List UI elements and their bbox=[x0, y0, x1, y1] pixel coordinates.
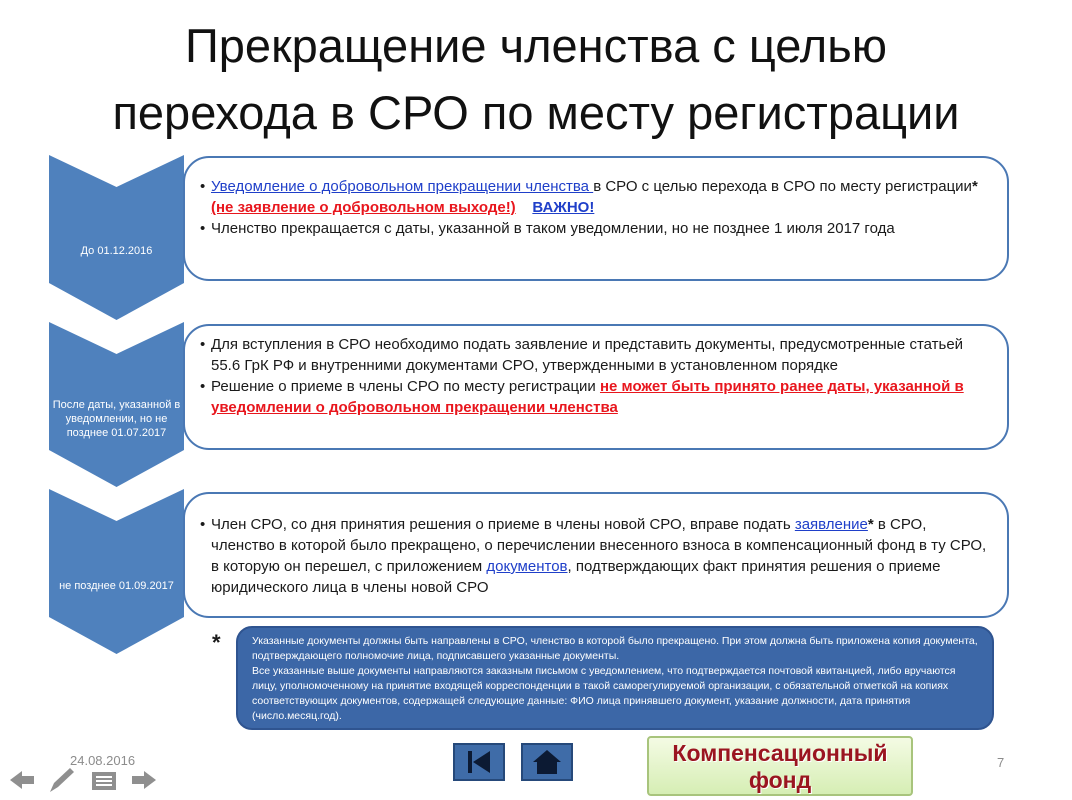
footnote-star: * bbox=[867, 516, 874, 533]
home-button[interactable] bbox=[521, 743, 573, 781]
step-1-chevron bbox=[49, 155, 184, 320]
application-link[interactable]: заявление bbox=[794, 516, 868, 533]
arrow-left-icon[interactable] bbox=[8, 768, 36, 792]
step-1-bullet-1-text: в СРО с целью перехода в СРО по месту регистрации bbox=[593, 178, 972, 195]
step-3-chevron bbox=[49, 489, 184, 654]
step-1-bullet-2: • Членство прекращается с даты, указанной в таком уведомлении, но не позднее 1 июля 2017 года bbox=[197, 218, 991, 239]
slideshow-toolbar bbox=[8, 764, 168, 796]
step-2-bullet-1: • Для вступления в СРО необходимо подать заявление и представить документы, предусмотренные статьей 55.6 ГрК РФ и внутренними документами СРО, утвержденными в установленном порядке bbox=[197, 334, 991, 376]
menu-icon[interactable] bbox=[90, 770, 118, 792]
page-number: 7 bbox=[997, 755, 1005, 770]
pen-icon[interactable] bbox=[46, 766, 76, 794]
warning-text: (не заявление о добровольном выходе!) bbox=[211, 199, 516, 216]
arrow-right-icon[interactable] bbox=[130, 768, 158, 792]
step-2-box bbox=[183, 324, 1009, 450]
title-line-2: перехода в СРО по месту регистрации bbox=[112, 86, 960, 139]
footnote-paragraph-2: Все указанные выше документы направляются заказным письмом с уведомлением, что подтверждается почтовой квитанцией, либо вручаются лицу, уполномоченному на принятие входящей корреспонденции в такой саморегулируемой организации, с обязательной отметкой на копиях соответствующих документов, содержащей следующие данные: ФИО лица принявшего документ, указание должности, дата принятия (число.месяц.год). bbox=[252, 665, 956, 722]
step-3-text-a: Член СРО, со дня принятия решения о приеме в члены новой СРО, вправе подать bbox=[211, 516, 795, 533]
comp-button-line-2: фонд bbox=[748, 767, 812, 793]
footer-date: 24.08.2016 bbox=[70, 753, 136, 768]
step-1-label: До 01.12.2016 bbox=[80, 245, 153, 257]
step-3-bullet-1 bbox=[197, 514, 991, 598]
footnote-star: * bbox=[971, 178, 978, 195]
step-2-bullet-2-text: Решение о приеме в члены СРО по месту регистрации bbox=[211, 378, 600, 395]
step-2-label: После даты, указанной в уведомлении, но не позднее 01.07.2017 bbox=[52, 399, 181, 439]
notice-link[interactable]: Уведомление о добровольном прекращении членства bbox=[211, 178, 594, 195]
footnote-box bbox=[236, 626, 994, 730]
compensation-fund-button[interactable] bbox=[647, 736, 913, 796]
step-3-text-b: в СРО, членство в которой было прекращено, о перечислении внесенного взноса в компенсационный фонд в ту СРО, в которую он перешел, с приложением bbox=[211, 516, 987, 575]
step-3-text-c: , подтверждающих факт принятия решения о приеме юридического лица в члены новой СРО bbox=[211, 558, 941, 596]
first-slide-button[interactable] bbox=[453, 743, 505, 781]
step-3-label: не позднее 01.09.2017 bbox=[59, 580, 174, 592]
documents-link[interactable]: документов bbox=[486, 558, 568, 575]
step-1-bullet-1 bbox=[197, 176, 991, 218]
comp-button-line-1: Компенсационный bbox=[672, 740, 888, 766]
home-icon bbox=[523, 745, 571, 779]
title-line-1: Прекращение членства с целью bbox=[185, 19, 887, 72]
important-label: ВАЖНО! bbox=[532, 199, 595, 216]
step-3-box bbox=[183, 492, 1009, 618]
skip-to-first-icon bbox=[455, 745, 503, 779]
step-2-warning-text: не может быть принято ранее даты, указанной в уведомлении о добровольном прекращении членства bbox=[211, 378, 964, 416]
slide-title bbox=[0, 12, 1072, 146]
step-1-box bbox=[183, 156, 1009, 281]
footnote-paragraph-1: Указанные документы должны быть направлены в СРО, членство в которой было прекращено. При этом должна быть приложена копия документа, подтверждающего полномочие лица, подписавшего указанные документы. bbox=[252, 635, 978, 662]
step-2-bullet-2 bbox=[197, 376, 991, 418]
footnote-marker: * bbox=[212, 630, 221, 655]
